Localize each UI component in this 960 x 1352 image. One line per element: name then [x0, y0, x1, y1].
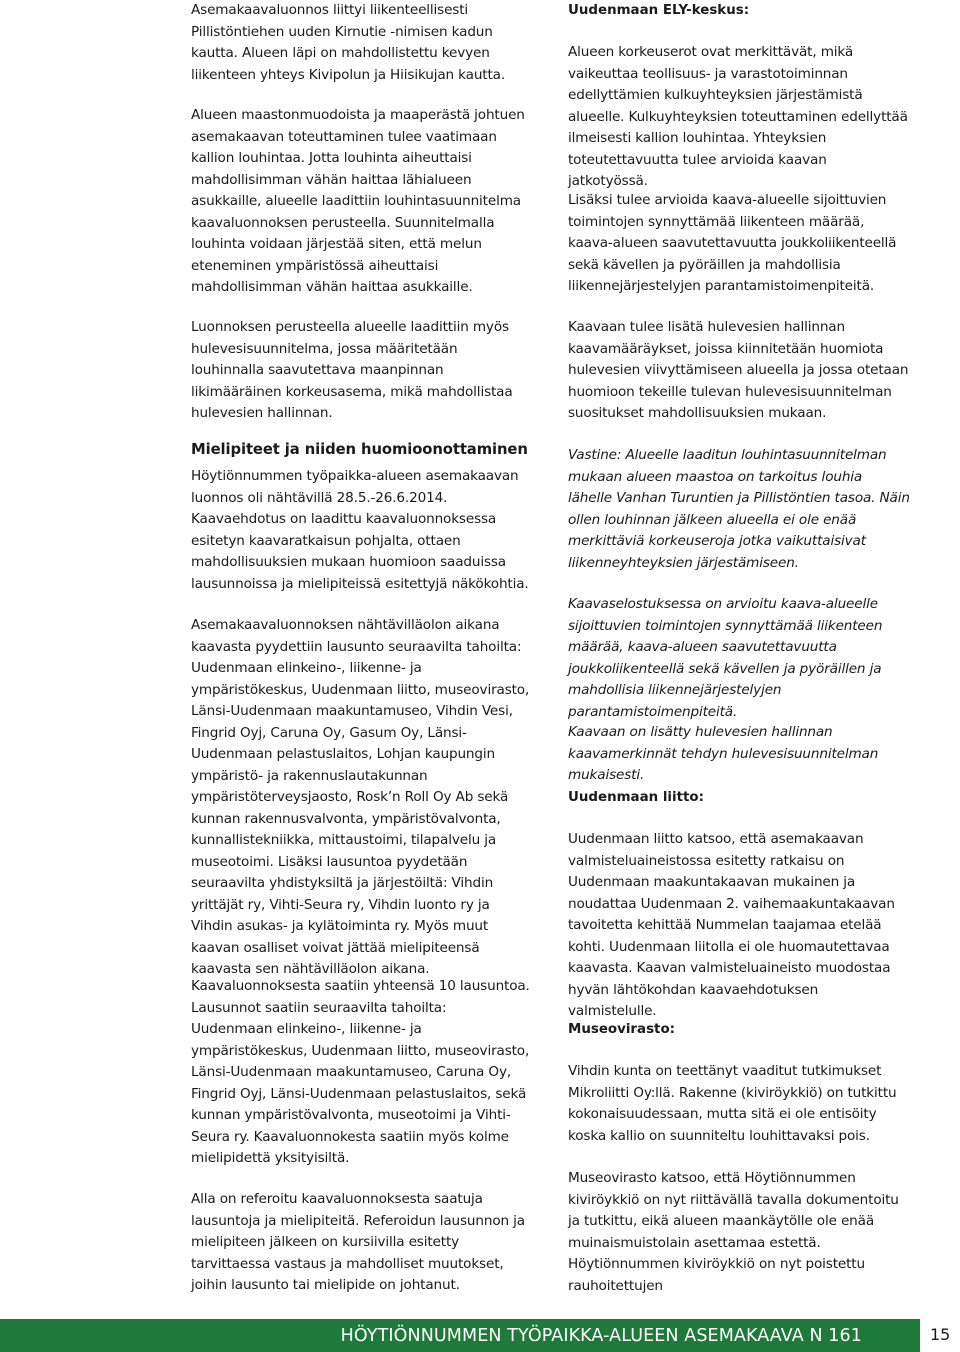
subheading-ely: Uudenmaan ELY-keskus: [568, 3, 750, 18]
paragraph-museovirasto-1: Vihdin kunta on teettänyt vaaditut tutkimukset Mikroliitti Oy:llä. Rakenne (kiviröykkiö) on tutkittu kokonaisuudessaan, mutta sitä ei ole entisöity koska kallio on suunniteltu louhittavaksi pois. [568, 1063, 897, 1144]
response-ely-3: Kaavaan on lisätty hulevesien hallinnan kaavamerkinnät tehdyn hulevesisuunnitelman mukaisesti. [568, 724, 879, 783]
subheading-uudenmaan-liitto: Uudenmaan liitto: [568, 790, 704, 805]
paragraph-requested-statements: Asemakaavaluonnoksen nähtävilläolon aikana kaavasta pyydettiin lausunto seuraavilta tahoilta: Uudenmaan elinkeino-, liikenne- ja ympäristökeskus, Uudenmaan liitto, museovirasto, Länsi-Uudenmaan maakuntamuseo, Vihdin Vesi, Fingrid Oyj, Caruna Oy, Gasum Oy, Länsi-Uudenmaan pelastuslaitos, Lohjan kaupungin ympäristö- ja rakennuslautakunnan ympäristöterveysjaosto, Rosk’n Roll Oy Ab sekä kunnan rakennusvalvonta, ympäristövalvonta, kunnallistekniikka, mittaustoimi, tilapalvelu ja museotoimi. Lisäksi lausuntoa pyydetään seuraavilta yhdistyksiltä ja järjestöiltä: Vihdin yrittäjät ry, Vihti-Seura ry, Vihdin luonto ry ja Vihdin asukas- ja kylätoiminta ry. Myös muut kaavan osalliset voivat jättää mielipiteensä kaavasta sen nähtävilläolon aikana. [191, 617, 530, 977]
response-ely-1: Vastine: Alueelle laaditun louhintasuunnitelman mukaan alueen maastoa on tarkoitus louhia lähelle Vanhan Turuntien ja Pillistöntien tasoa. Näin ollen louhinnan jälkeen alueella ei ole enää merkittäviä korkeuseroja jotka vaikuttaisivat liikenneyhteyksien järjestämiseen. [568, 447, 910, 571]
paragraph-exhibition: Höytiönnummen työpaikka-alueen asemakaavan luonnos oli nähtävillä 28.5.-26.6.2014. Kaavaehdotus on laadittu kaavaluonnoksessa esitetyn kaavaratkaisun pohjalta, ottaen mahdollisuuksien mukaan huomioon saaduissa lausunnoissa ja mielipiteissä esitettyjä näkökohtia. [191, 468, 529, 592]
paragraph-uudenmaan-liitto: Uudenmaan liitto katsoo, että asemakaavan valmisteluaineistossa esitetty ratkaisu on Uudenmaan maakuntakaavan mukainen ja noudattaa Uudenmaan 2. vaihemaakuntakaavan tavoitetta kehittää Nummelan taajamaa etelää kohti. Uudenmaan liitolla ei ole huomautettavaa kaavasta. Kaavan valmisteluaineisto muodostaa hyvän lähtökohdan kaavaehdotuksen valmistelulle. [568, 831, 895, 1019]
paragraph-ely-3: Kaavaan tulee lisätä hulevesien hallinnan kaavamääräykset, joissa kiinnitetään huomiota hulevesien viivyttämiseen alueella ja jossa otetaan huomioon tekeille tulevan hulevesisuunnitelman suositukset mahdollisuuksien mukaan. [568, 319, 909, 421]
paragraph-ely-1: Alueen korkeuserot ovat merkittävät, mikä vaikeuttaa teollisuus- ja varastotoiminnan edellyttämien kulkuyhteyksien järjestämistä alueelle. Kulkuyhteyksien toteuttaminen edellyttää ilmeisesti kallion louhintaa. Yhteyksien toteutettavuutta tulee arvioida kaavan jatkotyössä. [568, 44, 908, 189]
paragraph-ely-2: Lisäksi tulee arvioida kaava-alueelle sijoittuvien toimintojen synnyttämää liikenteen määrää, kaava-alueen saavutettavuutta joukkoliikenteellä sekä kävellen ja pyöräillen ja mahdollisia liikennejärjestelyjen parantamistoimenpiteitä. [568, 192, 897, 294]
paragraph-museovirasto-2: Museovirasto katsoo, että Höytiönnummen kiviröykkiö on nyt riittävällä tavalla dokumentoitu ja tutkittu, eikä alueen maankäytölle ole enää muinaismuistolain asettamaa estettä. Höytiönnummen kiviröykkiö on nyt poistettu rauhoitettujen [568, 1170, 899, 1294]
paragraph-received-statements: Kaavaluonnoksesta saatiin yhteensä 10 lausuntoa. Lausunnot saatiin seuraavilta tahoilta: Uudenmaan elinkeino-, liikenne- ja ympäristökeskus, Uudenmaan liitto, museovirasto, Länsi-Uudenmaan maakuntamuseo, Caruna Oy, Fingrid Oyj, Länsi-Uudenmaan pelastuslaitos, sekä kunnan ympäristövalvonta, museotoimi ja Vihti-Seura ry. Kaavaluonnokesta saatiin myös kolme mielipidettä yksityisiltä. [191, 978, 530, 1166]
paragraph-stormwater: Luonnoksen perusteella alueelle laadittiin myös hulevesisuunnitelma, jossa määritetään louhinnalla saavutettava maanpinnan likimääräinen korkeusasema, mikä mahdollistaa hulevesien hallinnan. [191, 319, 513, 421]
section-heading: Mielipiteet ja niiden huomioonottaminen [191, 441, 528, 458]
footer-title: HÖYTIÖNNUMMEN TYÖPAIKKA-ALUEEN ASEMAKAAVA N 161 [340, 1326, 862, 1346]
paragraph-quarrying: Alueen maastonmuodoista ja maaperästä johtuen asemakaavan toteuttaminen tulee vaatimaan kallion louhintaa. Jotta louhinta aiheuttaisi mahdollisimman vähän haittaa lähialueen asukkaille, alueelle laadittiin louhintasuunnitelma kaavaluonnoksen perusteella. Suunnitelmalla louhinta voidaan järjestää siten, että melun eteneminen ympäristössä aiheuttaisi mahdollisimman vähän haittaa asukkaille. [191, 107, 525, 295]
paragraph-connection: Asemakaavaluonnos liittyi liikenteellisesti Pillistöntiehen uuden Kirnutie -nimisen kadun kautta. Alueen läpi on mahdollistettu kevyen liikenteen yhteys Kivipolun ja Hiisikujan kautta. [191, 2, 505, 83]
response-ely-2: Kaavaselostuksessa on arvioitu kaava-alueelle sijoittuvien toimintojen synnyttämää liikenteen määrää, kaava-alueen saavutettavuutta joukkoliikenteellä sekä kävellen ja pyöräillen ja mahdollisia liikennejärjestelyjen parantamistoimenpiteitä. [568, 596, 883, 720]
page-number: 15 [930, 1325, 951, 1344]
footer-bar [0, 1319, 920, 1352]
paragraph-summary-note: Alla on referoitu kaavaluonnoksesta saatuja lausuntoja ja mielipiteitä. Referoidun lausunnon ja mielipiteen jälkeen on kursiivilla esitetty tarvittaessa vastaus ja mahdolliset muutokset, joihin lausunto tai mielipide on johtanut. [191, 1191, 525, 1293]
subheading-museovirasto: Museovirasto: [568, 1022, 675, 1037]
